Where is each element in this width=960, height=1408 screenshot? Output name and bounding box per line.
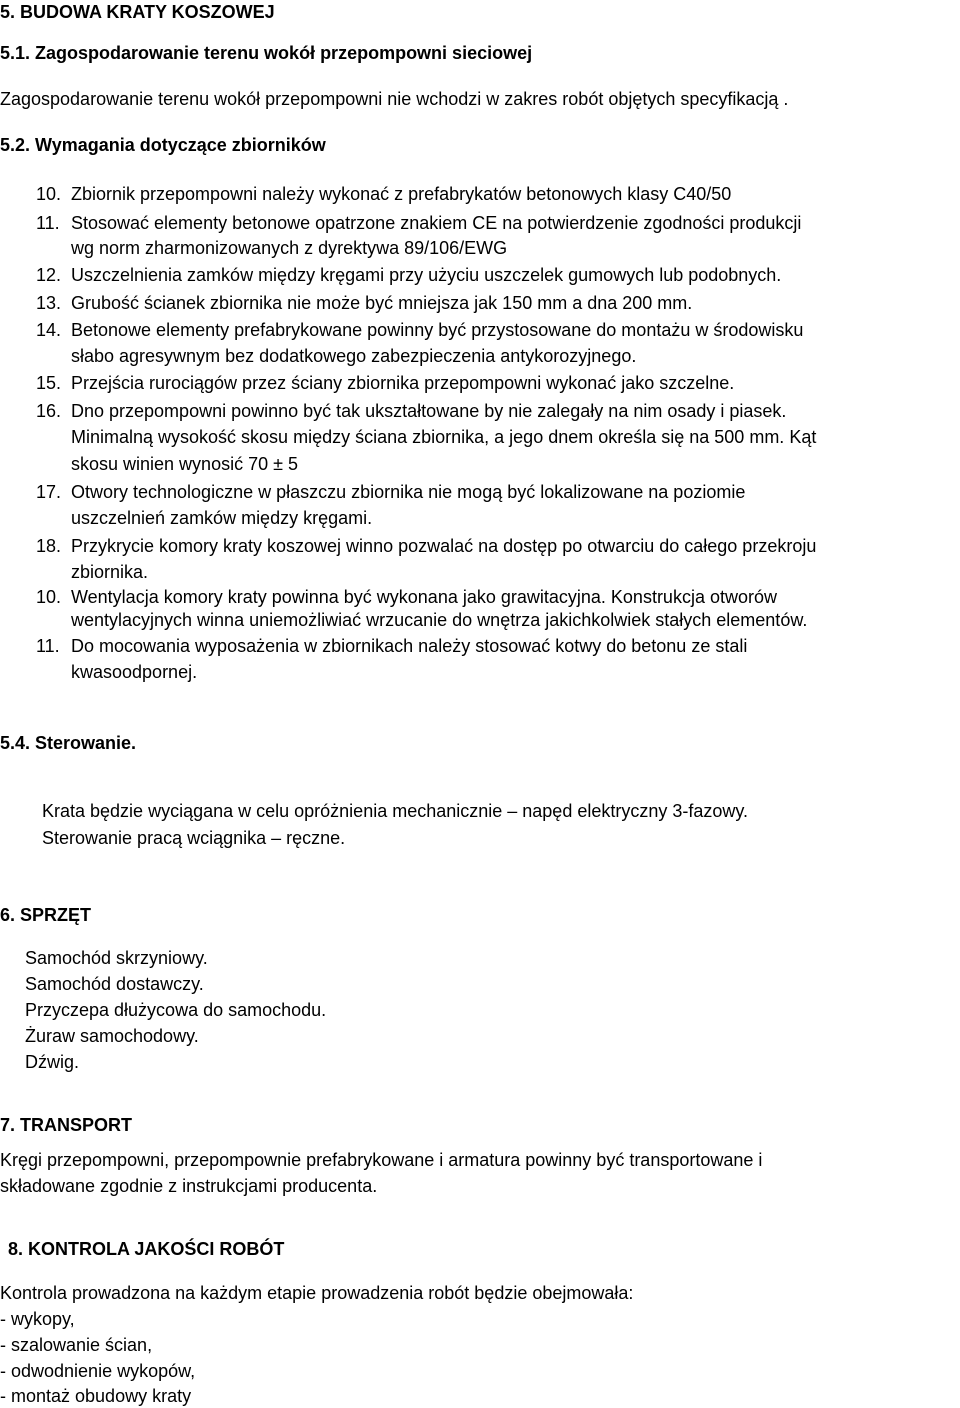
list-item-text: wentylacyjnych winna uniemożliwiać wrzucanie do wnętrza jakichkolwiek stałych elementów.	[71, 610, 808, 630]
control-item: - szalowanie ścian,	[0, 1335, 153, 1355]
list-item-text: Stosować elementy betonowe opatrzone znakiem CE na potwierdzenie zgodności produkcji	[71, 213, 802, 233]
paragraph-5-4: Sterowanie pracą wciągnika – ręczne.	[42, 828, 346, 848]
control-item: - wykopy,	[0, 1309, 75, 1329]
list-item-number: 16.	[36, 401, 62, 421]
list-item-text: Dno przepompowni powinno być tak ukształtowane by nie zalegały na nim osady i piasek.	[71, 401, 787, 421]
list-item-text: słabo agresywnym bez dodatkowego zabezpieczenia antykorozyjnego.	[71, 346, 637, 366]
list-item-text: wg norm zharmonizowanych z dyrektywa 89/106/EWG	[71, 238, 508, 258]
list-item-number: 10.	[36, 184, 62, 204]
paragraph-7: Kręgi przepompowni, przepompownie prefabrykowane i armatura powinny być transportowane i	[0, 1150, 763, 1170]
list-item-number: 11.	[36, 636, 60, 656]
list-item-text: Minimalną wysokość skosu między ściana zbiornika, a jego dnem określa się na 500 mm. Kąt	[71, 427, 817, 447]
list-item-text: Przykrycie komory kraty koszowej winno pozwalać na dostęp po otwarciu do całego przekroju	[71, 536, 817, 556]
list-item-text: zbiornika.	[71, 562, 149, 582]
control-item: - montaż obudowy kraty	[0, 1386, 192, 1406]
list-item-text: Do mocowania wyposażenia w zbiornikach należy stosować kotwy do betonu ze stali	[71, 636, 748, 656]
equipment-item: Żuraw samochodowy.	[25, 1026, 199, 1046]
list-item-text: Otwory technologiczne w płaszczu zbiornika nie mogą być lokalizowane na poziomie	[71, 482, 746, 502]
section-heading-5-2: 5.2. Wymagania dotyczące zbiorników	[0, 135, 326, 155]
list-item-text: Uszczelnienia zamków między kręgami przy użyciu uszczelek gumowych lub podobnych.	[71, 265, 782, 285]
equipment-item: Przyczepa dłużycowa do samochodu.	[25, 1000, 327, 1020]
list-item-text: Wentylacja komory kraty powinna być wykonana jako grawitacyjna. Konstrukcja otworów	[71, 587, 777, 607]
section-heading-7: 7. TRANSPORT	[0, 1115, 133, 1135]
list-item-text: Betonowe elementy prefabrykowane powinny być przystosowane do montażu w środowisku	[71, 320, 804, 340]
list-item-text: Zbiornik przepompowni należy wykonać z prefabrykatów betonowych klasy C40/50	[71, 184, 732, 204]
section-heading-5-1: 5.1. Zagospodarowanie terenu wokół przepompowni sieciowej	[0, 43, 533, 63]
list-item-text: kwasoodpornej.	[71, 662, 198, 682]
list-item-number: 13.	[36, 293, 62, 313]
list-item-number: 11.	[36, 213, 60, 233]
paragraph-5-1: Zagospodarowanie terenu wokół przepompowni nie wchodzi w zakres robót objętych specyfikacją .	[0, 89, 789, 109]
section-heading-8: 8. KONTROLA JAKOŚCI ROBÓT	[8, 1239, 285, 1259]
list-item-number: 14.	[36, 320, 62, 340]
list-item-number: 17.	[36, 482, 62, 502]
list-item-number: 15.	[36, 373, 62, 393]
paragraph-8: Kontrola prowadzona na każdym etapie prowadzenia robót będzie obejmowała:	[0, 1283, 634, 1303]
paragraph-5-4: Krata będzie wyciągana w celu opróżnienia mechanicznie – napęd elektryczny 3-fazowy.	[42, 801, 749, 821]
list-item-text: skosu winien wynosić 70 ± 5	[71, 454, 298, 474]
list-item-text: uszczelnień zamków między kręgami.	[71, 508, 373, 528]
paragraph-7: składowane zgodnie z instrukcjami producenta.	[0, 1176, 378, 1196]
list-item-number: 12.	[36, 265, 62, 285]
equipment-item: Dźwig.	[25, 1052, 80, 1072]
control-item: - odwodnienie wykopów,	[0, 1361, 196, 1381]
section-heading-6: 6. SPRZĘT	[0, 905, 92, 925]
equipment-item: Samochód skrzyniowy.	[25, 948, 208, 968]
section-heading-5-4: 5.4. Sterowanie.	[0, 733, 137, 753]
list-item-number: 10.	[36, 587, 62, 607]
list-item-text: Grubość ścianek zbiornika nie może być mniejsza jak 150 mm a dna 200 mm.	[71, 293, 693, 313]
equipment-item: Samochód dostawczy.	[25, 974, 204, 994]
list-item-text: Przejścia rurociągów przez ściany zbiornika przepompowni wykonać jako szczelne.	[71, 373, 735, 393]
list-item-number: 18.	[36, 536, 62, 556]
section-heading-5: 5. BUDOWA KRATY KOSZOWEJ	[0, 2, 275, 22]
